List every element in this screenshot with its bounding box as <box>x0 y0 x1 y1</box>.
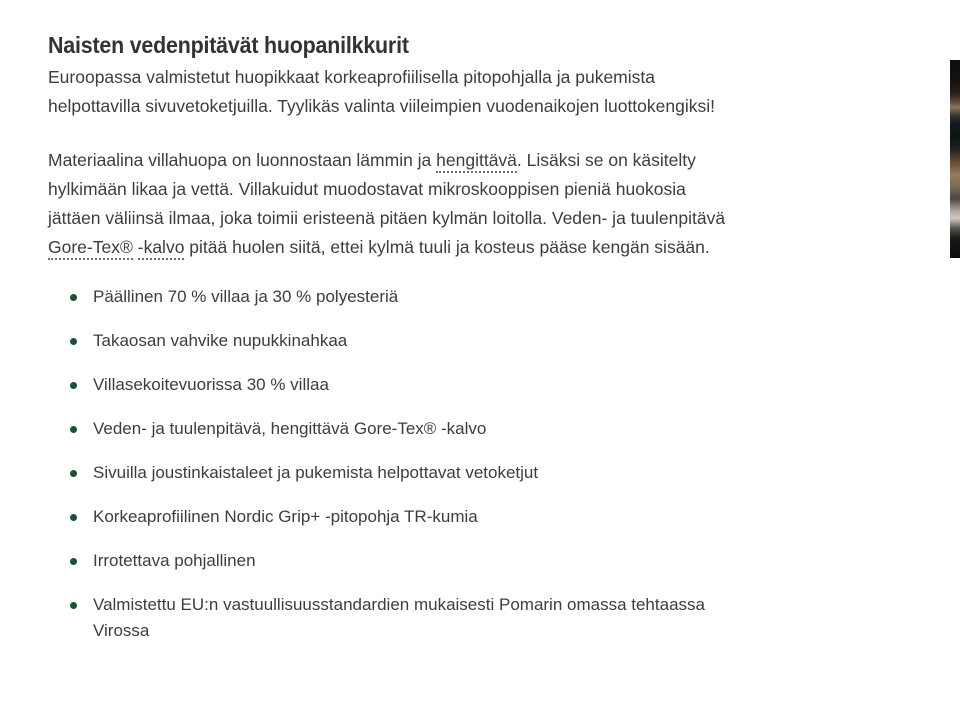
list-item-label: Irrotettava pohjallinen <box>93 551 256 570</box>
list-item-label: Korkeaprofiilinen Nordic Grip+ -pitopohja TR-kumia <box>93 507 478 526</box>
list-item <box>70 592 754 644</box>
list-item-label: Valmistettu EU:n vastuullisuusstandardien mukaisesti Pomarin omassa tehtaassa Virossa <box>93 595 705 640</box>
description-paragraph-intro <box>48 63 738 121</box>
list-item <box>70 284 754 310</box>
list-item <box>70 504 754 530</box>
bullet-dot-icon <box>70 558 77 565</box>
list-item <box>70 416 754 442</box>
spellcheck-flagged-word[interactable]: -kalvo <box>138 237 185 260</box>
list-item <box>70 460 754 486</box>
feature-list <box>48 284 754 644</box>
list-item-label: Päällinen 70 % villaa ja 30 % polyesteriä <box>93 287 399 306</box>
paragraph-text: . Lisäksi se on käsitelty hylkimään likaa ja vettä. Villakuidut muodostavat mikroskooppisen pieniä huokosia jättäen väliinsä ilmaa, joka toimii eristeenä pitäen kylmän loitolla. Veden- ja tuulenpitävä <box>48 150 726 228</box>
list-item-label: Villasekoitevuorissa 30 % villaa <box>93 375 329 394</box>
bullet-dot-icon <box>70 338 77 345</box>
description-paragraph-materials <box>48 146 738 262</box>
list-item-label: Takaosan vahvike nupukkinahkaa <box>93 331 348 350</box>
list-item <box>70 548 754 574</box>
bullet-dot-icon <box>70 426 77 433</box>
product-image-sliver <box>950 60 960 258</box>
paragraph-text: Euroopassa valmistetut huopikkaat korkeaprofiilisella pitopohjalla ja pukemista helpottavilla sivuvetoketjuilla. Tyylikäs valinta viileimpien vuodenaikojen luottokengiksi! <box>48 67 715 116</box>
list-item-label: Veden- ja tuulenpitävä, hengittävä Gore-Tex® -kalvo <box>93 419 487 438</box>
spellcheck-flagged-word[interactable]: hengittävä <box>436 150 517 173</box>
list-item <box>70 328 754 354</box>
spellcheck-flagged-word[interactable]: Gore-Tex® <box>48 237 133 260</box>
list-item <box>70 372 754 398</box>
page-title: Naisten vedenpitävät huopanilkkurit <box>48 32 409 58</box>
list-item-label: Sivuilla joustinkaistaleet ja pukemista helpottavat vetoketjut <box>93 463 539 482</box>
bullet-dot-icon <box>70 514 77 521</box>
bullet-dot-icon <box>70 294 77 301</box>
description-paragraphs <box>48 63 754 262</box>
bullet-dot-icon <box>70 470 77 477</box>
bullet-dot-icon <box>70 382 77 389</box>
paragraph-text: Materiaalina villahuopa on luonnostaan lämmin ja <box>48 150 437 170</box>
bullet-dot-icon <box>70 602 77 609</box>
paragraph-text: pitää huolen siitä, ettei kylmä tuuli ja kosteus pääse kengän sisään. <box>184 237 710 257</box>
product-description-panel <box>48 30 754 644</box>
